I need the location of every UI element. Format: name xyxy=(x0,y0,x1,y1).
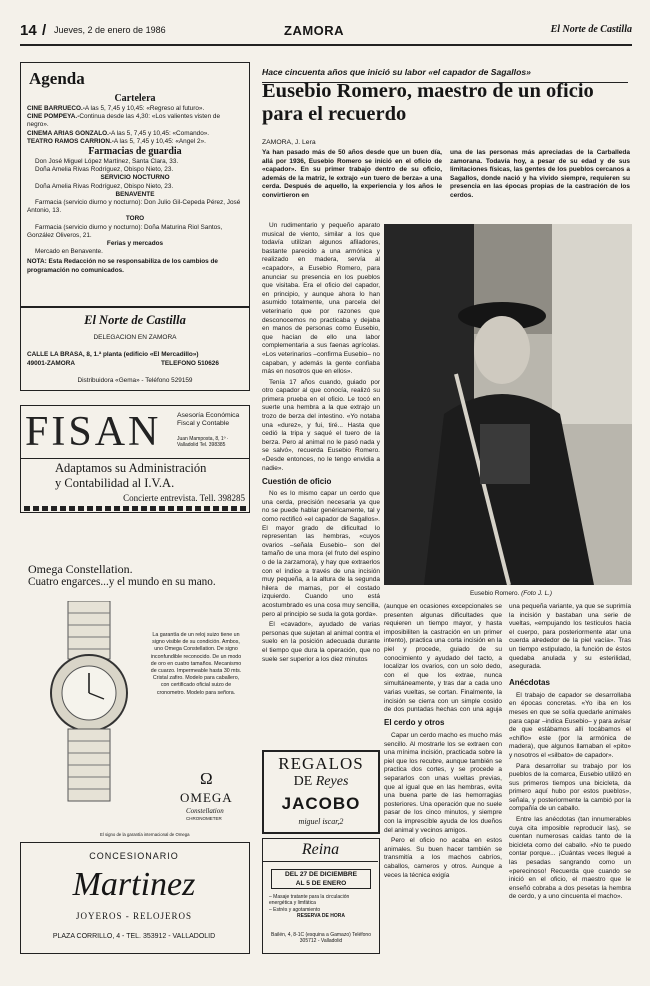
pharmacy-line: Doña Amelia Rivas Rodríguez, Obispo Nieto, 23. xyxy=(35,166,174,174)
col3-paragraph: Para desarrollar su trabajo por los pueblos de la comarca, Eusebio utilizó en sus primeros tiempos una bicicleta, da primero aquí hubo por estos pueblos», señala, y posteriormente la cambió por la compañía de un caballo. xyxy=(509,762,631,813)
fisan-dash-bar xyxy=(24,506,250,511)
reina-items xyxy=(269,894,373,920)
cartelera-line xyxy=(27,113,243,129)
omega-caption: El signo de la garantía internacional de Omega xyxy=(100,832,190,837)
martinez-name: Martinez xyxy=(72,866,196,903)
omega-script: Constellation xyxy=(186,807,224,815)
norte-address: CALLE LA BRASA, 8, 1.ª planta (edificio «El Mercadillo») xyxy=(27,351,199,358)
watch-strap-top xyxy=(68,601,110,659)
fisan-logo-block xyxy=(21,406,249,459)
omega-watch-illustration xyxy=(34,601,144,811)
fisan-address: Juan Mamposta, 8, 1º · Valladolid Tel. 398385 xyxy=(177,436,229,448)
cinema-showtimes: A las 5, 7,45 y 10,45: «Comando». xyxy=(111,129,210,137)
cartelera-line xyxy=(27,138,243,146)
nocturno-title: SERVICIO NOCTURNO xyxy=(100,174,170,182)
market-line: Mercado en Benavente. xyxy=(35,248,103,256)
omega-chrono: CHRONOMETER xyxy=(186,816,222,821)
photo-caption xyxy=(470,590,552,597)
reina-dates-2: AL 5 DE ENERO xyxy=(295,880,347,887)
photo-caption-text: Eusebio Romero. xyxy=(470,590,520,597)
nocturno-list xyxy=(27,183,243,191)
farmacias-list xyxy=(27,158,243,174)
cinema-name: CINEMA ARIAS GONZALO.- xyxy=(27,129,112,137)
reina-logo: Reina xyxy=(263,841,378,862)
norte-distrib: Distribuidora «Gema» - Teléfono 529159 xyxy=(77,377,193,384)
cartelera-title: Cartelera xyxy=(114,93,156,104)
article-byline: ZAMORA, J. Lera xyxy=(262,139,316,146)
benavente-title: BENAVENTE xyxy=(115,190,155,198)
omega-brand: OMEGA xyxy=(180,790,233,805)
regalos-line-2-3: DE Reyes xyxy=(293,774,349,789)
cartelera-line xyxy=(27,105,243,113)
page-header: 14 / Jueves, 2 de enero de 1986 ZAMORA El Norte de Castilla xyxy=(20,22,632,39)
fisan-subtitle: Asesoría Económica Fiscal y Contable xyxy=(177,412,240,427)
article-headline xyxy=(262,80,632,126)
article-lead: Ya han pasado más de 50 años desde que un buen día, allá por 1936, Eusebio Romero se inició en el oficio de «capador». En su primer trabajo dentro de su oficio, además de la matriz, le extrajo «un tuero de berza» a una cerda. Después de aquello, la experiencia y los años le convirtieron en xyxy=(262,149,442,199)
fisan-headline-2: y Contabilidad al I.V.A. xyxy=(55,476,175,490)
cinema-name: CINE POMPEYA.- xyxy=(27,113,80,121)
photo-credit: (Foto J. L.) xyxy=(521,590,553,597)
article-photo xyxy=(384,224,632,585)
toro-title: TORO xyxy=(125,215,145,223)
norte-masthead: El Norte de Castilla xyxy=(84,313,186,327)
regalos-line-1: REGALOS xyxy=(278,754,364,773)
regalos-brand: JACOBO xyxy=(281,794,361,813)
farmacias-title: Farmacias de guardia xyxy=(88,146,182,158)
nota-label: NOTA: xyxy=(27,258,47,266)
omega-symbol-icon: Ω xyxy=(200,769,213,788)
col2-paragraph: Pero el oficio no acaba en estos animales. Su buen hacer también se transmitía a los machos cabríos, caballos, carneros y otros. Aunque a veces la técnica exigía xyxy=(384,837,502,879)
agenda-body xyxy=(27,93,243,275)
cinema-showtimes: A las 5, 7,45 y 10,45: «Regreso al futuro». xyxy=(84,105,205,112)
toro-list xyxy=(27,224,243,240)
article-kicker: Hace cincuenta años que inició su labor «el capador de Sagallos» xyxy=(262,62,628,83)
fisan-interview: Concierte entrevista. Tell. 398285 xyxy=(123,493,245,503)
norte-box xyxy=(20,306,250,391)
subhead-cerdo: El cerdo y otros xyxy=(384,718,445,727)
norte-phone: TELEFONO 510626 xyxy=(161,360,219,367)
benavente-line: Farmacia (servicio diurno y nocturno): Don Julio Gil-Cepeda Pérez, José Antonio, 13. xyxy=(27,199,241,215)
martinez-concession: CONCESIONARIO xyxy=(89,851,179,861)
reina-item: – Estrés y agotamiento xyxy=(269,906,321,913)
col1-paragraph: El «cavador», ayudado de varias personas que sujetan al animal contra el suelo en la posición adecuada durante el tiempo que dura la operación, que no suele ser superior a los diez minutos xyxy=(262,621,380,663)
reina-item: RESERVA DE HORA xyxy=(297,913,345,920)
reina-item: – Masaje tratante para la circulación energética y limfática xyxy=(269,894,350,907)
article-col-3 xyxy=(509,603,631,958)
article-col-2-bottom xyxy=(384,718,502,958)
pharmacy-line: Don José Miguel López Martínez, Santa Clara, 33. xyxy=(35,158,179,166)
agenda-title: Agenda xyxy=(29,69,85,88)
omega-description: La garantía de un reloj suizo tiene un signo visible de su condición. Ambos, uno Omega Constellation. De signo inconfundible reconocido. De un modo de oro en cuatro tamaños. Mecanismo de cuarzo. Impermeable hasta 30 mts. Cristal zafiro. Modelo para caballero, con certificado oficial suizo de cronometro. Modelo para señora. xyxy=(150,632,242,696)
col2-paragraph: (aunque en ocasiones excepcionales se presenten algunas dificultades que requieren un tiempo mayor, y hasta imposibiliten la castración en un primer intento), practica una corta incisión en la piel y procede, guiado de su conocimiento y ayudado del tacto, a localizar los ovarios, con un solo dedo, con el que los extrae, nunca simultáneamente, y tras dar a cada uno varias vueltas, se cortan. Finalmente, la incisión se cierra con un simple cosido de dos puntadas hechas con una aguja xyxy=(384,603,502,714)
reina-dates-1: DEL 27 DE DICIEMBRE xyxy=(284,871,358,878)
headline-line-1: Eusebio Romero, maestro de un oficio xyxy=(262,80,594,102)
ferias-list xyxy=(27,248,243,256)
regalos-address: miguel iscar,2 xyxy=(298,817,344,826)
header-masthead: El Norte de Castilla xyxy=(550,24,632,35)
section-title: ZAMORA xyxy=(284,23,345,38)
martinez-business: JOYEROS - RELOJEROS xyxy=(75,911,192,921)
col1-paragraph: No es lo mismo capar un cerdo que una cerda, precisión necesaria ya que no se puede hablar genéricamente, tal y como rectificó «el capador de Sagallos». El mayor grado de dificultad lo representan las hembras, «cuyos ovarios –señala Eusebio– son del tamaño de una mora (el fruto del espino o de la zarzamora), y hay que extraerlos con el índice a través de una incisión muy pequeña, a la altura de la segunda hilera de mamas, por el costado izquierdo. Cuando uno está acostumbrado es una cosa muy sencilla, pero al principio se suda la gota gorda». xyxy=(262,490,380,618)
reina-dates xyxy=(271,869,371,889)
page-number: 14 xyxy=(20,22,37,39)
headline-line-2: para el recuerdo xyxy=(262,103,407,125)
martinez-address: PLAZA CORRILLO, 4 - TEL. 353912 - VALLADOLID xyxy=(52,933,216,940)
header-rule xyxy=(20,44,632,46)
nota-text: Esta Redacción no se responsabiliza de los cambios de programación no comunicados. xyxy=(27,258,218,274)
toro-line: Farmacia (servicio diurno y nocturno): Doña Maturina Riol Santos, González Oliveros, 21. xyxy=(27,223,223,239)
cartelera-list xyxy=(27,105,243,146)
col2-paragraph: Capar un cerdo macho es mucho más sencillo. Al mostrarle los se extraen con una mínima incisión, practicada sobre la piel que los recubre, aunque también se practica dos cortes, y se procede a separarlos con unas vueltas previas, que al igual que en las hembras, evita una buena parte de las hemorragias posteriores. Una operación que no suele pasar de los cinco minutos, y siempre con la imprescible ayuda de los dueños del animal y vecinos amigos. xyxy=(384,732,502,834)
cinema-name: CINE BARRUECO.- xyxy=(27,105,85,112)
benavente-list xyxy=(27,199,243,215)
fisan-headline-1: Adaptamos su Administración xyxy=(55,461,207,475)
subhead-anecdotas: Anécdotas xyxy=(509,677,550,687)
nota xyxy=(27,258,243,274)
article-col-2-top xyxy=(384,603,502,715)
martinez-ad xyxy=(20,842,250,954)
cartelera-line xyxy=(27,130,243,138)
cinema-name: TEATRO RAMOS CARRION.- xyxy=(27,137,114,145)
reina-ad xyxy=(262,838,380,954)
subhead-cuestion: Cuestión de oficio xyxy=(262,477,332,487)
col3-paragraph: Entre las anécdotas (tan innumerables cuya cita imposible reproducir las), se cuentan numerosas caídas tanto de la bicicleta como del caballo. «No te puedo contar porque... ¡Cuántas veces llegué a las pesadas sangrando como un «perecinoso! Recuerda que cuando se inició en el oficio, el maestro que le enseñó cobraba a dos pesetas la hembra de cerdo, y a uno cincuenta el macho». xyxy=(509,816,631,901)
agenda-box xyxy=(20,62,250,308)
regalos-ad xyxy=(262,750,380,834)
article-lead-cont: una de las personas más apreciadas de la Carballeda zamorana. Todavía hoy, a pesar de su edad y de sus limitaciones físicas, las gentes de los pueblos cercanos a Sagallos, donde nació y ha vivido siempre, requieren su presencia en las épocas propias de la castración de los cerdos. xyxy=(450,149,630,199)
ferias-title: Ferias y mercados xyxy=(106,240,164,248)
night-pharmacy-line: Doña Amelia Rivas Rodríguez, Obispo Nieto, 23. xyxy=(35,182,174,190)
cinema-showtimes: Continua desde las 4,30: «Los valientes visten de negro». xyxy=(27,113,221,129)
cinema-showtimes: A las 5, 7,45 y 10,45: «Angel 2». xyxy=(113,137,206,145)
col3-paragraph: una pequeña variante, ya que se suprimía la incisión y bastaban una serie de vueltas, «empujando los testículos hacia el cuerpo, para posteriormente atar una cuerda alrededor de la piel vacía». Tras un tiempo estipulado, la función de éstos quedaba anulada y su esterilidad, asegurada. xyxy=(509,603,631,671)
page-date: Jueves, 2 de enero de 1986 xyxy=(54,25,166,35)
photo-face xyxy=(474,316,530,384)
col1-paragraph: Un rudimentario y pequeño aparato musical de viento, similar a los que todavía utilizan algunos afiladores, bastante parecido a una armónica y realizado en madera, servía al «capador», a Eusebio Romero, para anunciar su presencia en los pueblos que visitaba. Era el oficio del capador, en principio, y aunque ahora lo han asumido totalmente, una parcela del veterinario que por razones que desconocemos no practicaba y dejaba en manos de personas como Eusebio, que hacían de ello una labor complementaria a sus faenas agrícolas. «Los veterinarios –confirma Eusebio– no capaban, y además la gente confiaba más en nosotros que en ellos». xyxy=(262,222,380,376)
norte-delegation: DELEGACION EN ZAMORA xyxy=(93,334,177,341)
fisan-logo: FISAN xyxy=(25,409,162,455)
photo-illustration xyxy=(384,224,632,585)
fisan-ad xyxy=(20,405,250,513)
omega-title-2: Cuatro engarces...y el mundo en su mano. xyxy=(28,576,216,588)
norte-postcode: 49001-ZAMORA xyxy=(27,360,75,367)
col1-paragraph: Tenía 17 años cuando, guiado por otro capador al que conocía, realizó su primera prueba en el oficio. Le tocó en suerte una hembra a la que extrajo un trozo de berza del intestino. «Yo notaba una «durez», y fui, tiré... Hasta que cedió la tripa y saqué el tuero de la berza. Pero al animal no le pasó nada y se salvó», recuerda Eusebio Romero. «Desde entonces, no le tengo envidia a nadie». xyxy=(262,378,380,472)
col3-paragraph: El trabajo de capador se desarrollaba en épocas concretas. «Yo iba en los meses en que se solía quedarle animales para capar –indica Eusebio– y para avisar de que estábamos allí tocábamos el «chiflo» este (por la armónica de madera), que algunos llamaban el «pito» y nosotros el «silbato» de capador». xyxy=(509,691,631,759)
omega-ad xyxy=(20,556,250,828)
reina-address: Bailén, 4, 8-1C (esquina a Gamazo) Teléfono 305712 - Valladolid xyxy=(271,932,371,945)
omega-title-1: Omega Constellation. xyxy=(28,562,133,576)
